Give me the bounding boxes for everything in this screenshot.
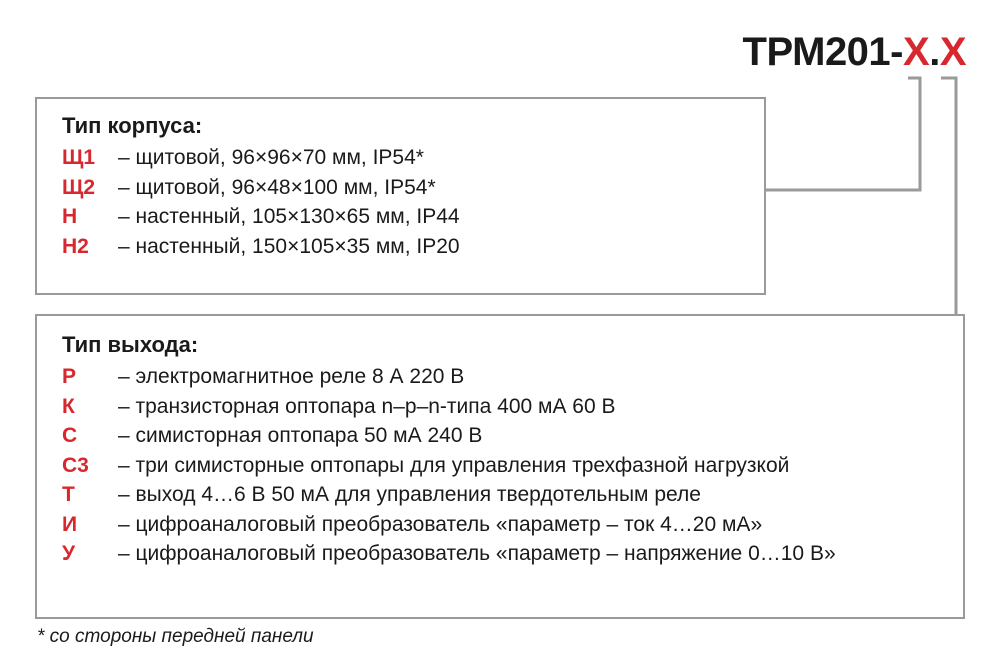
housing-option-row — [62, 232, 764, 262]
housing-option-description: – настенный, 150×105×35 мм, IP20 — [118, 234, 460, 258]
housing-option-row — [62, 202, 764, 232]
housing-option-row — [62, 173, 764, 203]
housing-connector — [766, 78, 920, 190]
housing-option-row — [62, 143, 764, 173]
output-heading: Тип выхода: — [62, 332, 199, 357]
output-option-row — [62, 392, 963, 422]
output-option-description: – транзисторная оптопара n–p–n-типа 400 мА 60 В — [118, 394, 616, 418]
output-option-code: Т — [62, 483, 75, 506]
output-option-row — [62, 510, 963, 540]
output-list — [62, 362, 963, 569]
output-type-box — [35, 314, 965, 619]
model-prefix: ТРМ201- — [742, 30, 903, 74]
housing-option-code: Н — [62, 205, 78, 228]
output-option-row — [62, 421, 963, 451]
housing-heading: Тип корпуса: — [62, 113, 203, 138]
output-connector — [941, 78, 956, 314]
housing-option-description: – настенный, 105×130×65 мм, IP44 — [118, 205, 460, 228]
housing-option-description: – щитовой, 96×48×100 мм, IP54* — [118, 175, 436, 199]
output-option-description: – симисторная оптопара 50 мА 240 В — [118, 424, 483, 447]
output-option-row — [62, 539, 963, 569]
output-option-row — [62, 480, 963, 510]
output-option-description: – цифроаналоговый преобразователь «параметр – ток 4…20 мА» — [118, 512, 763, 536]
housing-list — [62, 143, 764, 261]
housing-option-code: Щ2 — [62, 175, 96, 199]
output-option-description: – выход 4…6 В 50 мА для управления твердотельным реле — [118, 483, 701, 506]
output-option-description: – цифроаналоговый преобразователь «параметр – напряжение 0…10 В» — [118, 542, 836, 565]
output-option-code: С3 — [62, 453, 89, 477]
model-separator: . — [929, 30, 940, 74]
housing-option-code: Щ1 — [62, 146, 96, 169]
output-option-row — [62, 362, 963, 392]
output-option-code: Р — [62, 365, 77, 388]
output-option-description: – электромагнитное реле 8 А 220 В — [118, 365, 465, 388]
model-title — [743, 28, 966, 76]
output-option-row — [62, 451, 963, 481]
output-placeholder: X — [939, 30, 966, 74]
housing-option-code: Н2 — [62, 234, 89, 258]
housing-placeholder: X — [903, 30, 930, 74]
footnote: * со стороны передней панели — [37, 626, 314, 647]
housing-option-description: – щитовой, 96×96×70 мм, IP54* — [118, 146, 424, 169]
housing-type-box — [35, 97, 766, 295]
output-option-code: С — [62, 424, 78, 447]
output-option-code: К — [62, 394, 75, 418]
output-option-code: У — [62, 542, 76, 565]
output-option-description: – три симисторные оптопары для управления трехфазной нагрузкой — [118, 453, 790, 477]
output-option-code: И — [62, 512, 78, 536]
